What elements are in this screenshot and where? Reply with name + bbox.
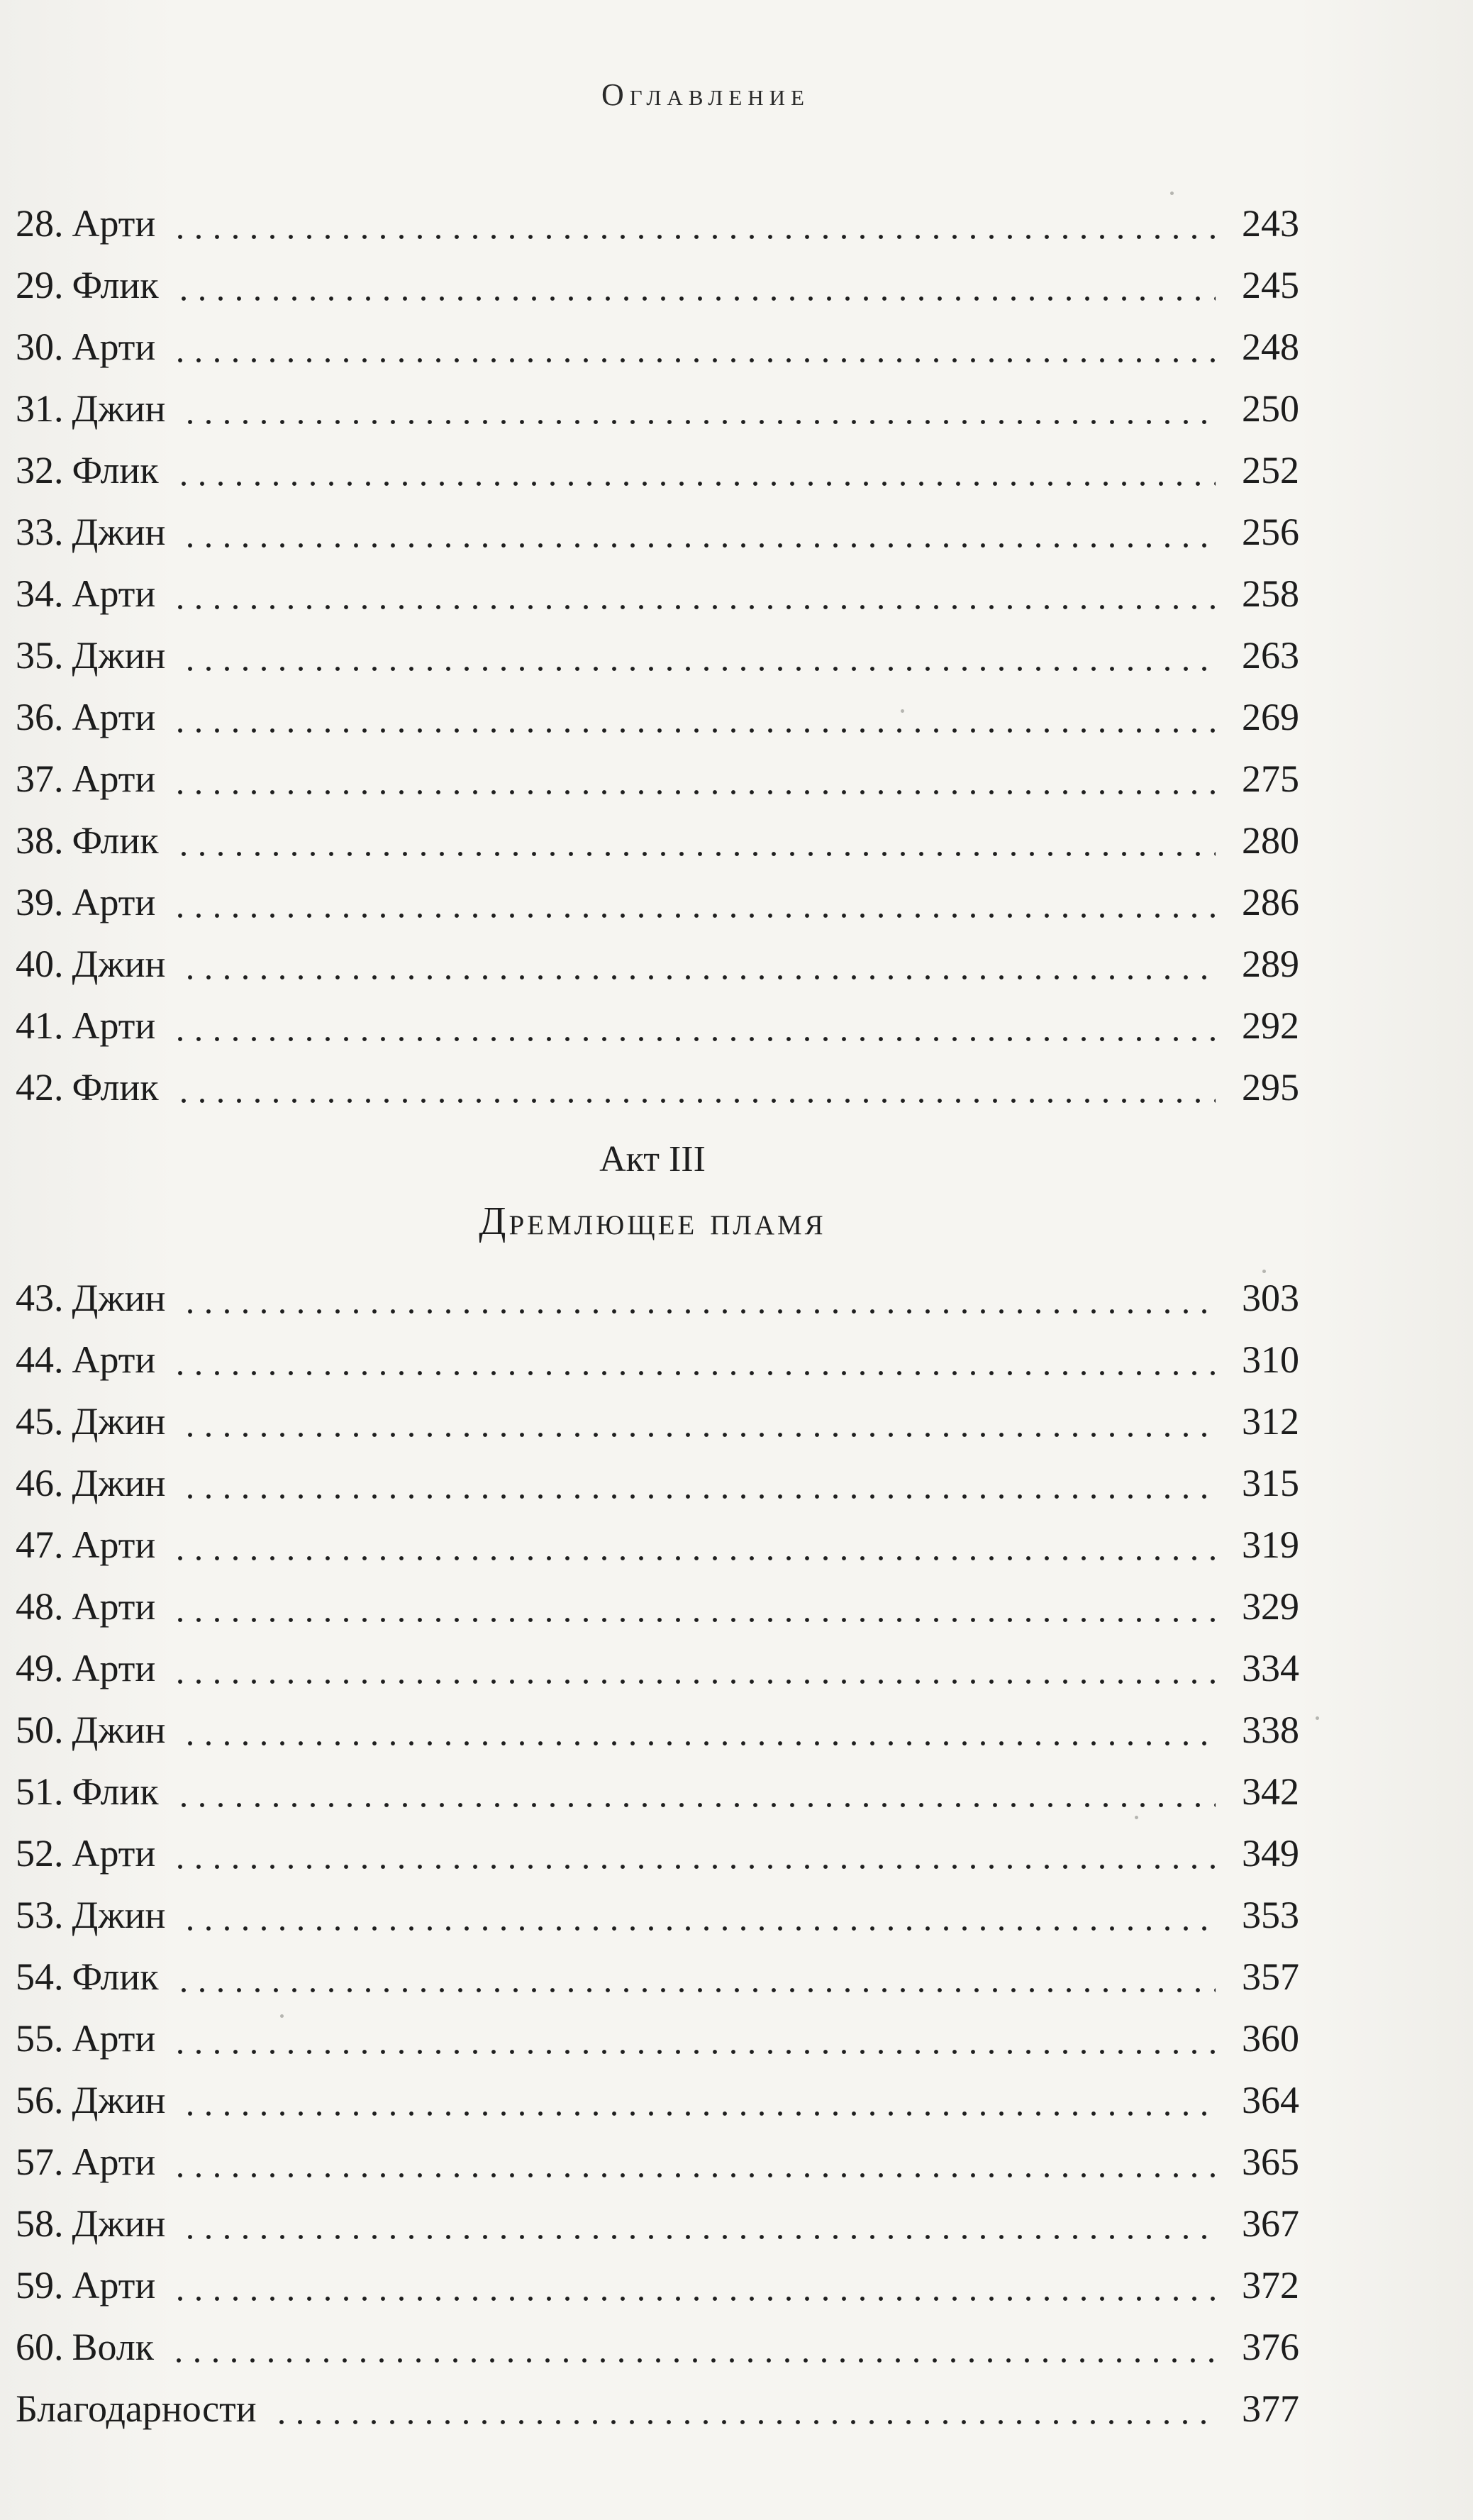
toc-entry[interactable] <box>16 1948 1299 2005</box>
page-number: 312 <box>1242 1400 1299 1443</box>
chapter-number: 56. <box>16 2079 64 2121</box>
page-number: 303 <box>1242 1277 1299 1319</box>
toc-entry[interactable] <box>16 1393 1299 1450</box>
chapter-number: 51. <box>16 1770 64 1813</box>
chapter-title: Арти <box>72 757 156 800</box>
toc-entry[interactable] <box>16 2380 1299 2437</box>
chapter-title: Флик <box>72 1955 159 1998</box>
page-number: 269 <box>1242 696 1299 738</box>
toc-entry[interactable] <box>16 565 1299 622</box>
page-number: 365 <box>1242 2141 1299 2183</box>
chapter-title: Волк <box>72 2326 154 2368</box>
chapter-title: Джин <box>72 1400 166 1443</box>
chapter-number: 49. <box>16 1647 64 1689</box>
toc-entry[interactable] <box>16 2257 1299 2314</box>
dot-leader <box>171 912 1216 919</box>
page-number: 342 <box>1242 1770 1299 1813</box>
chapter-title: Арти <box>72 1523 156 1566</box>
page-number: 353 <box>1242 1894 1299 1936</box>
toc-entry[interactable] <box>16 1702 1299 1758</box>
chapter-title: Джин <box>72 2202 166 2245</box>
toc-entry[interactable] <box>16 627 1299 684</box>
chapter-number: 59. <box>16 2264 64 2307</box>
chapter-title: Благодарности <box>16 2387 257 2430</box>
dot-leader <box>181 1740 1216 1747</box>
dot-leader <box>171 2172 1216 2179</box>
chapter-number: 41. <box>16 1004 64 1047</box>
page-number: 329 <box>1242 1585 1299 1628</box>
page-number: 256 <box>1242 511 1299 553</box>
chapter-number: 54. <box>16 1955 64 1998</box>
page-number: 364 <box>1242 2079 1299 2121</box>
dot-leader <box>174 480 1216 487</box>
chapter-title: Арти <box>72 881 156 923</box>
toc-entry[interactable] <box>16 2133 1299 2190</box>
chapter-number: 44. <box>16 1338 64 1381</box>
chapter-title: Арти <box>72 1585 156 1628</box>
chapter-title: Джин <box>72 1894 166 1936</box>
toc-entry[interactable] <box>16 2010 1299 2067</box>
act-label: Акт III <box>599 1139 706 1179</box>
chapter-number: 30. <box>16 326 64 368</box>
toc-entry[interactable] <box>16 1763 1299 1820</box>
toc-entry[interactable] <box>16 1331 1299 1388</box>
toc-entry[interactable] <box>16 1455 1299 1511</box>
page-number: 334 <box>1242 1647 1299 1689</box>
chapter-number: 39. <box>16 881 64 923</box>
toc-entry[interactable] <box>16 380 1299 437</box>
toc-entry[interactable] <box>16 997 1299 1054</box>
chapter-title: Джин <box>72 634 166 677</box>
dot-leader <box>181 542 1216 549</box>
chapter-number: 32. <box>16 449 64 492</box>
chapter-number: 33. <box>16 511 64 553</box>
page-number: 338 <box>1242 1709 1299 1751</box>
page-number: 280 <box>1242 819 1299 862</box>
chapter-number: 46. <box>16 1462 64 1504</box>
chapter-number: 48. <box>16 1585 64 1628</box>
page-number: 376 <box>1242 2326 1299 2368</box>
chapter-number: 50. <box>16 1709 64 1751</box>
dot-leader <box>174 1097 1216 1104</box>
page-number: 357 <box>1242 1955 1299 1998</box>
page-number: 315 <box>1242 1462 1299 1504</box>
page-number: 286 <box>1242 881 1299 923</box>
dot-leader <box>171 1036 1216 1043</box>
chapter-number: 43. <box>16 1277 64 1319</box>
chapter-title: Арти <box>72 572 156 615</box>
page-number: 248 <box>1242 326 1299 368</box>
page-number: 377 <box>1242 2387 1299 2430</box>
chapter-number: 60. <box>16 2326 64 2368</box>
toc-entry[interactable] <box>16 1578 1299 1635</box>
toc-entry[interactable] <box>16 812 1299 869</box>
dot-leader <box>174 1987 1216 1994</box>
chapter-title: Арти <box>72 2264 156 2307</box>
dot-leader <box>171 1863 1216 1870</box>
dot-leader <box>171 727 1216 734</box>
toc-entry[interactable] <box>16 874 1299 931</box>
dot-leader <box>181 1308 1216 1315</box>
toc-entry[interactable] <box>16 1516 1299 1573</box>
chapter-number: 57. <box>16 2141 64 2183</box>
chapter-title: Флик <box>72 819 159 862</box>
chapter-title: Флик <box>72 449 159 492</box>
dot-leader <box>171 233 1216 240</box>
chapter-number: 42. <box>16 1066 64 1109</box>
chapter-title: Арти <box>72 696 156 738</box>
chapter-number: 45. <box>16 1400 64 1443</box>
chapter-title: Флик <box>72 1770 159 1813</box>
toc-entry[interactable] <box>16 1887 1299 1943</box>
chapter-title: Арти <box>72 1338 156 1381</box>
toc-entry[interactable] <box>16 2319 1299 2375</box>
dot-leader <box>181 1925 1216 1932</box>
chapter-title: Джин <box>72 387 166 430</box>
chapter-title: Джин <box>72 943 166 985</box>
dot-leader <box>272 2419 1216 2426</box>
dot-leader <box>171 789 1216 796</box>
page-number: 292 <box>1242 1004 1299 1047</box>
chapter-title: Джин <box>72 1277 166 1319</box>
chapter-number: 35. <box>16 634 64 677</box>
chapter-title: Арти <box>72 2017 156 2060</box>
paper-speck <box>901 709 904 713</box>
chapter-title: Джин <box>72 2079 166 2121</box>
dot-leader <box>181 1431 1216 1438</box>
paper-speck <box>1262 1270 1266 1273</box>
chapter-title: Арти <box>72 2141 156 2183</box>
dot-leader <box>171 2048 1216 2055</box>
dot-leader <box>181 1493 1216 1500</box>
chapter-number: 47. <box>16 1523 64 1566</box>
toc-entry[interactable] <box>16 504 1299 560</box>
page-number: 349 <box>1242 1832 1299 1875</box>
dot-leader <box>169 2357 1216 2364</box>
paper-speck <box>1170 192 1174 195</box>
dot-leader <box>171 1678 1216 1685</box>
toc-entry[interactable] <box>16 318 1299 375</box>
dot-leader <box>171 604 1216 611</box>
dot-leader <box>181 2110 1216 2117</box>
toc-entry[interactable] <box>16 1059 1299 1116</box>
chapter-number: 34. <box>16 572 64 615</box>
page-number: 295 <box>1242 1066 1299 1109</box>
page-number: 372 <box>1242 2264 1299 2307</box>
page-number: 310 <box>1242 1338 1299 1381</box>
page-number: 250 <box>1242 387 1299 430</box>
dot-leader <box>181 665 1216 672</box>
chapter-number: 58. <box>16 2202 64 2245</box>
dot-leader <box>171 1370 1216 1377</box>
toc-entry[interactable] <box>16 2072 1299 2128</box>
toc-entry[interactable] <box>16 195 1299 252</box>
paper-speck <box>280 2014 284 2018</box>
toc-entry[interactable] <box>16 1270 1299 1326</box>
page-number: 263 <box>1242 634 1299 677</box>
toc-entry[interactable] <box>16 1640 1299 1697</box>
chapter-title: Арти <box>72 326 156 368</box>
toc-entry[interactable] <box>16 1825 1299 1882</box>
dot-leader <box>174 850 1216 857</box>
chapter-title: Арти <box>72 1004 156 1047</box>
paper-speck <box>1316 1716 1319 1720</box>
dot-leader <box>174 295 1216 302</box>
dot-leader <box>181 974 1216 981</box>
toc-entry[interactable] <box>16 442 1299 499</box>
page-number: 258 <box>1242 572 1299 615</box>
dot-leader <box>174 1802 1216 1809</box>
dot-leader <box>181 418 1216 426</box>
chapter-title: Флик <box>72 264 159 306</box>
page-number: 360 <box>1242 2017 1299 2060</box>
chapter-number: 53. <box>16 1894 64 1936</box>
dot-leader <box>171 357 1216 364</box>
chapter-number: 52. <box>16 1832 64 1875</box>
page-number: 245 <box>1242 264 1299 306</box>
toc-entry[interactable] <box>16 936 1299 992</box>
dot-leader <box>181 2233 1216 2241</box>
chapter-number: 36. <box>16 696 64 738</box>
toc-entry[interactable] <box>16 2195 1299 2252</box>
page-number: 319 <box>1242 1523 1299 1566</box>
act-title: Дремлющее пламя <box>479 1199 826 1243</box>
toc-entry[interactable] <box>16 257 1299 313</box>
chapter-title: Джин <box>72 511 166 553</box>
page-number: 367 <box>1242 2202 1299 2245</box>
toc-entry[interactable] <box>16 750 1299 807</box>
chapter-title: Арти <box>72 1832 156 1875</box>
dot-leader <box>171 1555 1216 1562</box>
page-number: 252 <box>1242 449 1299 492</box>
chapter-number: 40. <box>16 943 64 985</box>
running-head: Оглавление <box>601 77 810 112</box>
chapter-number: 29. <box>16 264 64 306</box>
chapter-number: 28. <box>16 202 64 245</box>
chapter-title: Джин <box>72 1462 166 1504</box>
paper-speck <box>1135 1816 1138 1819</box>
toc-entry[interactable] <box>16 689 1299 745</box>
chapter-number: 37. <box>16 757 64 800</box>
chapter-title: Джин <box>72 1709 166 1751</box>
chapter-number: 55. <box>16 2017 64 2060</box>
page-number: 289 <box>1242 943 1299 985</box>
dot-leader <box>171 1616 1216 1623</box>
page-number: 275 <box>1242 757 1299 800</box>
chapter-title: Арти <box>72 202 156 245</box>
chapter-title: Арти <box>72 1647 156 1689</box>
page-number: 243 <box>1242 202 1299 245</box>
dot-leader <box>171 2295 1216 2302</box>
chapter-number: 31. <box>16 387 64 430</box>
chapter-number: 38. <box>16 819 64 862</box>
chapter-title: Флик <box>72 1066 159 1109</box>
